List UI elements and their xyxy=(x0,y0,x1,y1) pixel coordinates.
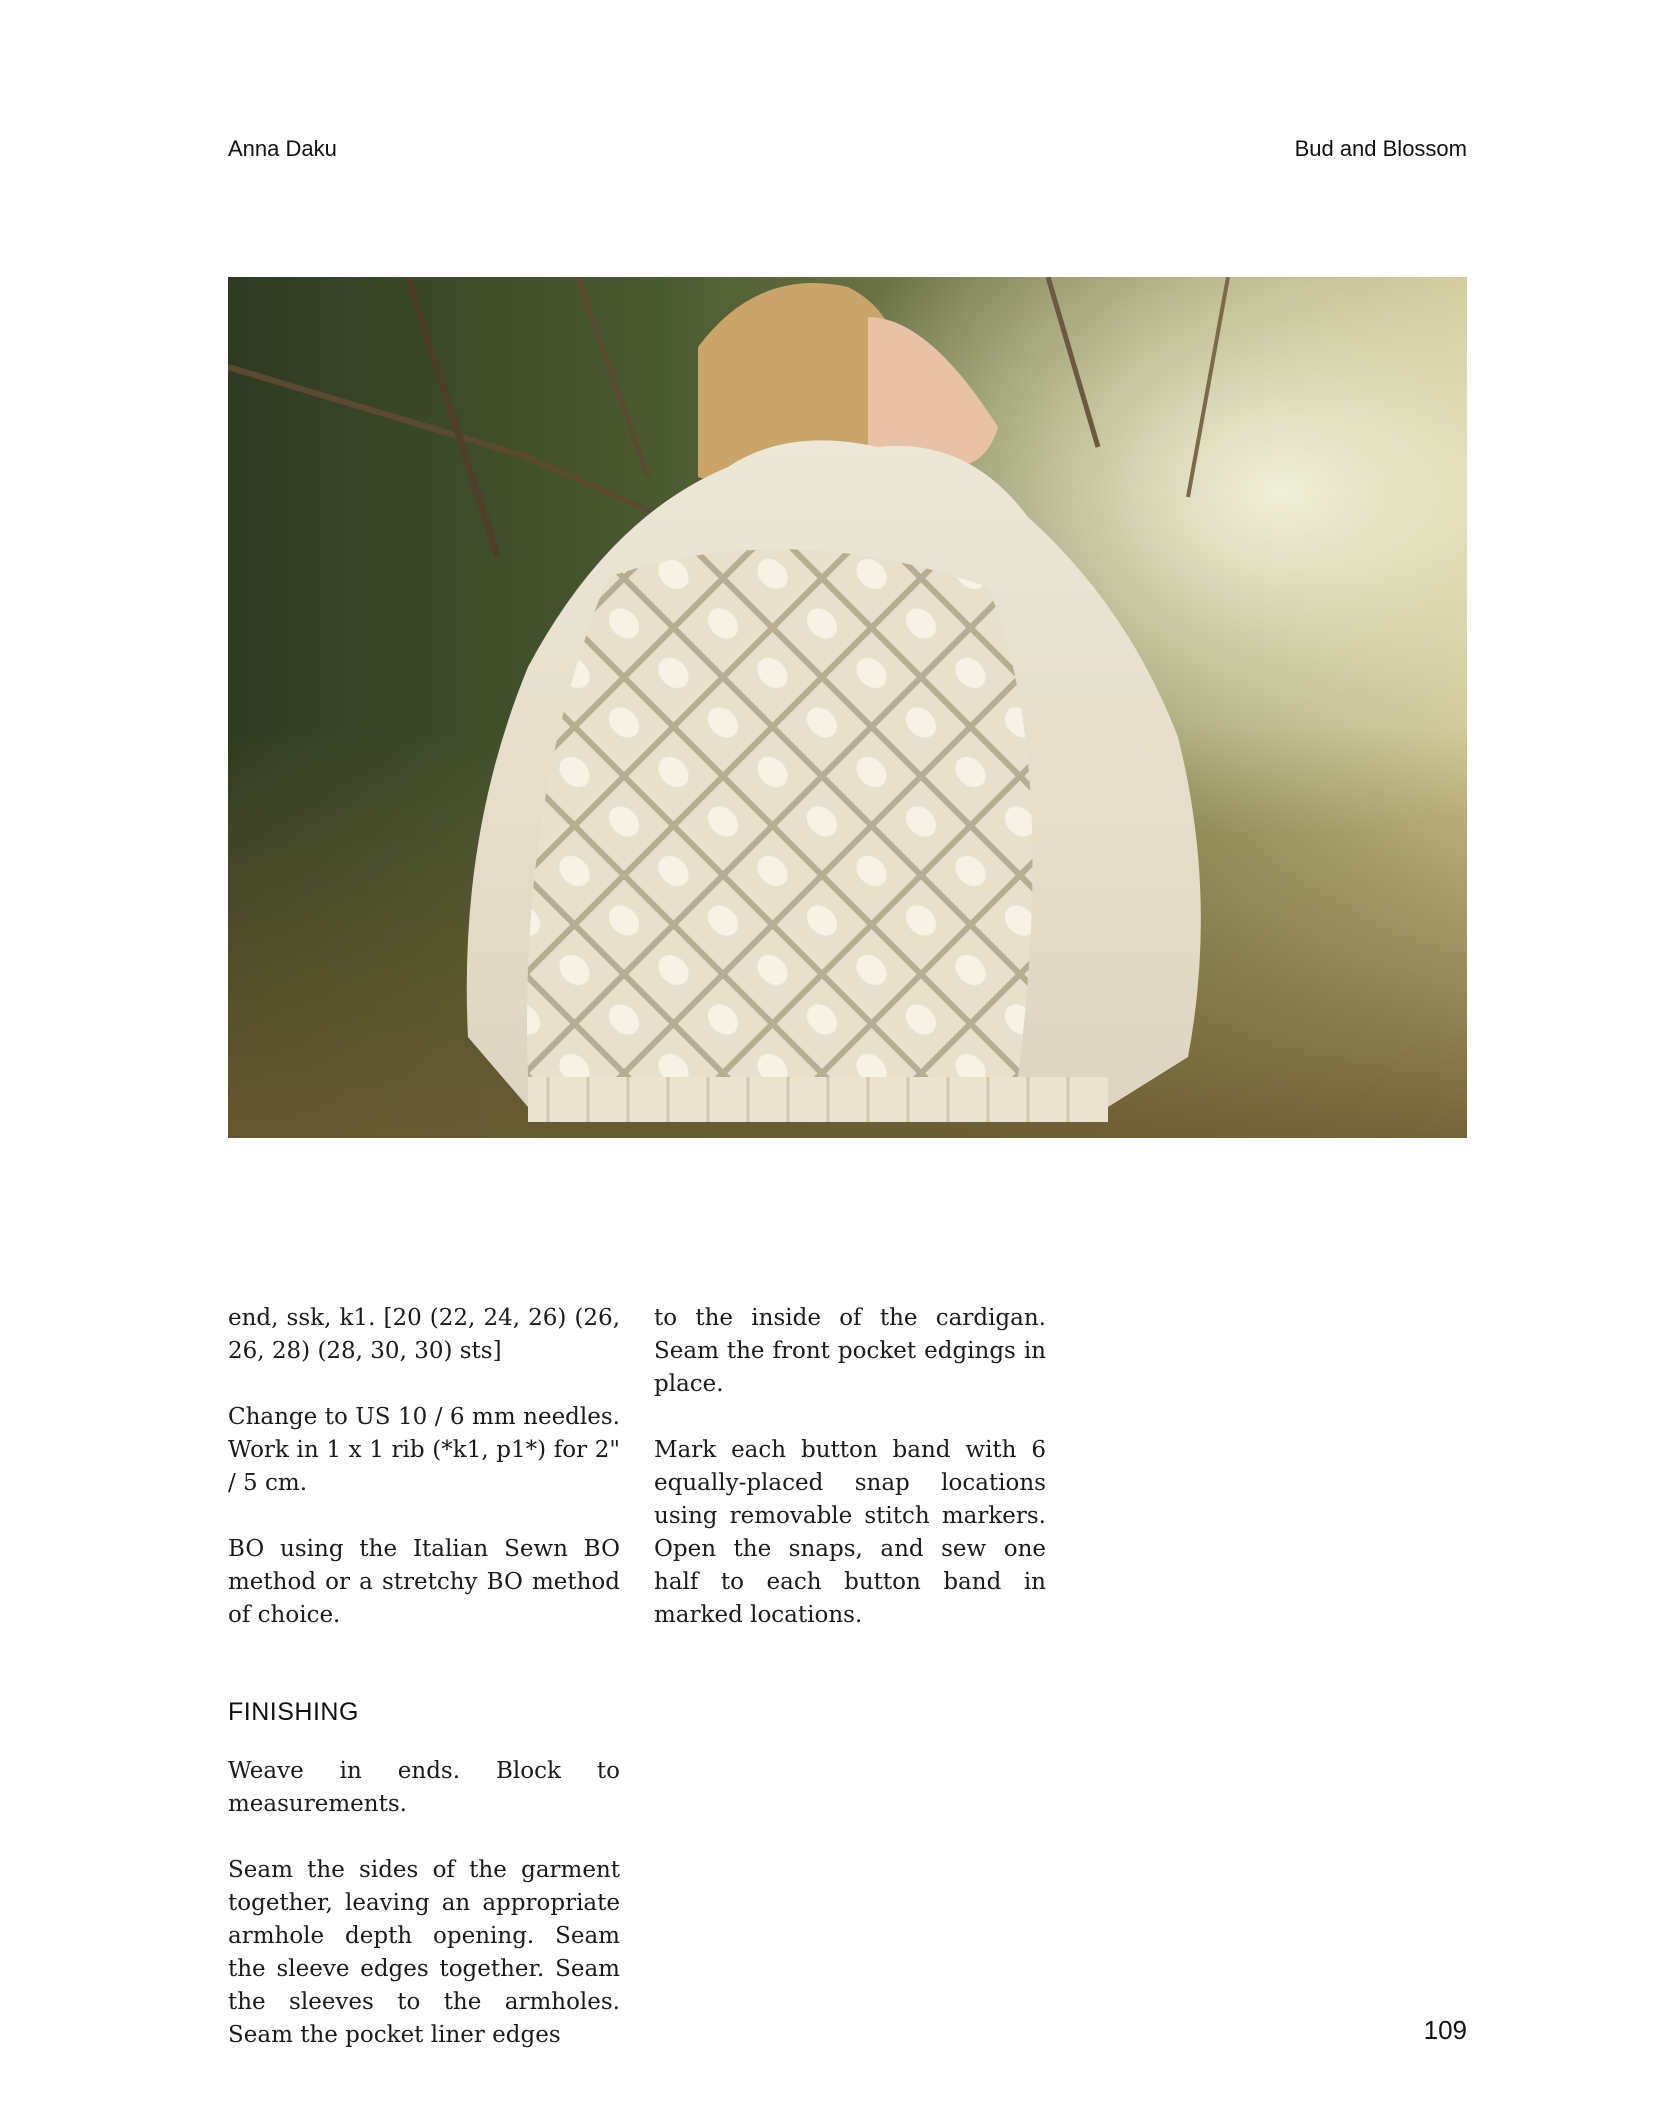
photo-woman-wearing-cardigan-back-view xyxy=(228,277,1467,1138)
paragraph: Weave in ends. Block to measurements. xyxy=(228,1758,620,1817)
paragraph: Seam the sides of the garment together, leaving an appropriate armhole depth opening. Seam the sleeve edges together. Seam the sleeves to the armholes. Seam the pocket liner edges xyxy=(228,1857,620,2048)
paragraph: to the inside of the cardigan. Seam the front pocket edgings in place. xyxy=(654,1305,1046,1397)
paragraph: Mark each button band with 6 equally-placed snap locations using removable stitch markers. Open the snaps, and sew one half to each button band in marked locations. xyxy=(654,1437,1046,1628)
page-number: 109 xyxy=(1423,2015,1467,2045)
header-author: Anna Daku xyxy=(228,136,337,161)
text-column-right xyxy=(654,1302,1046,1665)
paragraph: end, ssk, k1. [20 (22, 24, 26) (26, 26, 28) (28, 30, 30) sts] xyxy=(228,1305,620,1364)
paragraph: Change to US 10 / 6 mm needles. Work in 1 x 1 rib (*k1, p1*) for 2" / 5 cm. xyxy=(228,1404,620,1496)
paragraph: BO using the Italian Sewn BO method or a stretchy BO method of choice. xyxy=(228,1536,620,1628)
section-heading-finishing: FINISHING xyxy=(228,1698,359,1726)
text-column-left xyxy=(228,1302,620,2085)
header-pattern-title: Bud and Blossom xyxy=(1294,136,1467,161)
